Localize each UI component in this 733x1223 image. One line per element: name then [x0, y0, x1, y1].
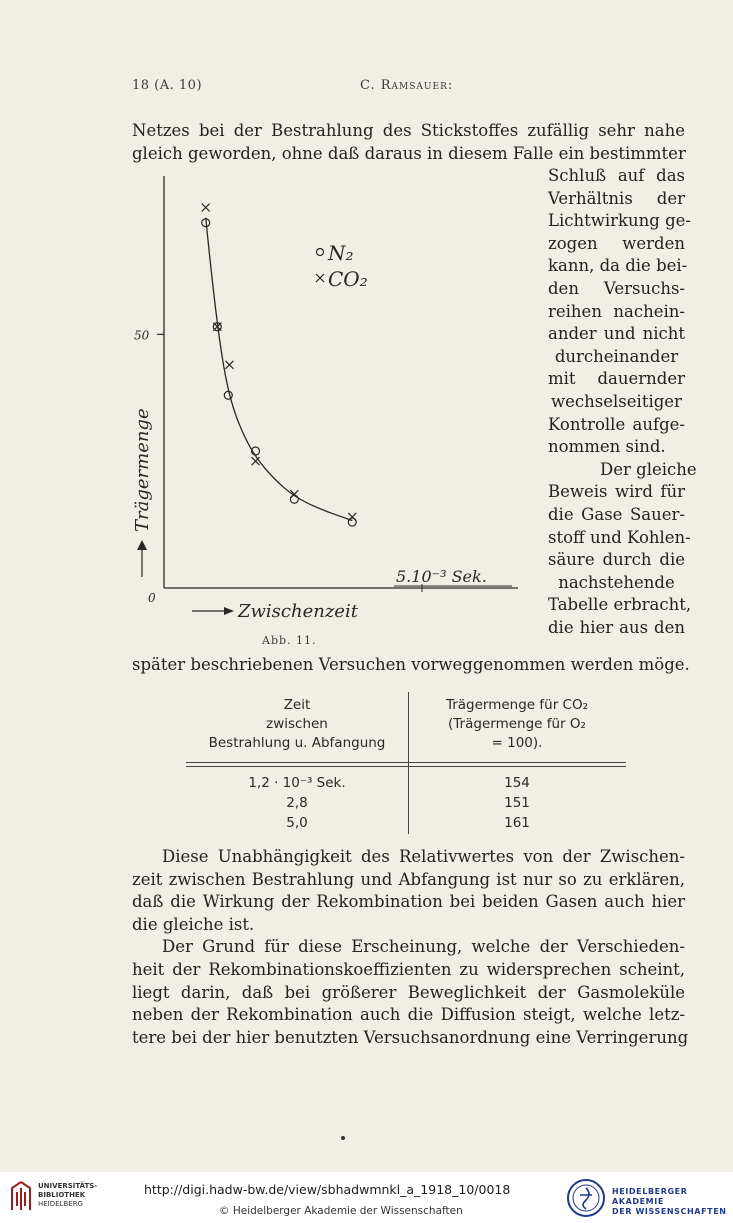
text-line: zeit zwischen Bestrahlung und Abfangung ist nur so zu erklären,: [132, 869, 685, 889]
header-line: Trägermenge für CO₂: [445, 697, 589, 713]
point-co2-3: [252, 457, 260, 465]
text-line: reihen nachein-: [548, 301, 685, 321]
logo-text-line: DER WISSENSCHAFTEN: [612, 1207, 727, 1216]
point-co2-0: [202, 204, 210, 212]
y-axis-arrowhead: [137, 540, 147, 550]
origin-label: 0: [148, 591, 156, 605]
academy-label: [612, 1187, 733, 1217]
intro-text: [132, 120, 685, 165]
text-line: Netzes bei der Bestrahlung des Stickstoffes zufällig sehr nahe: [132, 121, 685, 140]
text-line: mit dauernder: [548, 369, 685, 389]
university-library-label: [38, 1182, 97, 1209]
text-line: heit der Rekombinationskoeffizienten zu widersprechen scheint,: [132, 959, 685, 979]
chart-labels: [132, 241, 512, 622]
header-line: Zeit: [283, 697, 311, 713]
table-cell: 161: [504, 815, 530, 831]
header-line: Bestrahlung u. Abfangung: [208, 735, 386, 751]
header-line: (Trägermenge für O₂: [448, 716, 586, 732]
table-cell: 154: [504, 775, 530, 791]
y-axis-title: Trägermenge: [132, 408, 153, 532]
text-line: kann, da die bei-: [548, 256, 688, 276]
text-line: Tabelle erbracht,: [548, 595, 692, 615]
page-dot: [341, 1136, 345, 1140]
y-tick-label-50: 50: [134, 328, 150, 343]
header-line: = 100).: [491, 735, 543, 751]
text-line: durcheinander: [554, 346, 679, 366]
table-header-time: [186, 696, 408, 753]
legend-n2-label: N₂: [328, 241, 354, 265]
text-line: wechselseitiger: [551, 391, 682, 411]
text-line: nachstehende: [558, 572, 675, 592]
logo-text-line: UNIVERSITÄTS-: [38, 1182, 98, 1190]
header-line: zwischen: [266, 716, 328, 732]
point-n2-2: [224, 391, 232, 399]
text-line: die Gase Sauer-: [548, 504, 685, 524]
point-co2-2: [225, 361, 233, 369]
legend-co2-label: CO₂: [328, 267, 368, 291]
table-header-rule: [186, 762, 626, 767]
table-cell: 151: [504, 795, 530, 811]
text-line: nommen sind.: [548, 437, 666, 457]
text-line: Verhältnis der: [548, 188, 685, 208]
point-co2-5: [348, 513, 356, 521]
academy-seal-icon: [566, 1178, 606, 1218]
text-line: Schluß auf das: [548, 166, 685, 185]
text-line: ander und nicht: [548, 324, 685, 344]
legend-n2-marker: [317, 249, 324, 256]
side-text: [548, 165, 697, 639]
footer-bar: [0, 1172, 733, 1223]
chart-svg: [120, 172, 520, 632]
table-value-column: [408, 773, 626, 833]
text-line: daß die Wirkung der Rekombination bei beiden Gasen auch hier: [132, 892, 685, 912]
table-time-column: [186, 773, 408, 833]
text-line: liegt darin, daß bei größerer Beweglichkeit der Gasmoleküle: [132, 982, 685, 1002]
chart-axes: [157, 176, 518, 592]
page-number: 18 (A. 10): [132, 78, 203, 93]
table-cell: 2,8: [286, 795, 308, 811]
text-line: Beweis wird für: [548, 482, 685, 502]
permalink-url[interactable]: http://digi.hadw-bw.de/view/sbhadwmnkl_a_1918_10/0018: [144, 1182, 511, 1197]
closing-text-line: später beschriebenen Versuchen vorweggenommen werden möge.: [132, 655, 690, 674]
text-line: gleich geworden, ohne daß daraus in diesem Falle ein bestimmter: [132, 143, 686, 163]
text-line: den Versuchs-: [548, 278, 685, 298]
time-unit-label: 5.10⁻³ Sek.: [396, 567, 487, 586]
text-line: Der gleiche: [600, 459, 697, 479]
logo-text-line: BIBLIOTHEK: [38, 1191, 86, 1199]
text-line: Diese Unabhängigkeit des Relativwertes von der Zwischen-: [162, 847, 685, 866]
x-axis-title: Zwischenzeit: [238, 601, 358, 622]
text-line: zogen werden: [548, 233, 685, 253]
body-text-after-table: [132, 846, 689, 1049]
x-axis-arrowhead: [224, 607, 234, 615]
table-cell: 5,0: [286, 815, 308, 831]
text-line: säure durch die: [548, 550, 685, 570]
table-header-value: [408, 696, 626, 753]
text-line: Kontrolle aufge-: [548, 414, 685, 434]
figure-caption: Abb. 11.: [262, 634, 317, 647]
university-library-logo-icon: [8, 1180, 34, 1214]
text-line: Der Grund für diese Erscheinung, welche der Verschieden-: [162, 937, 685, 957]
figure-abb-11: [120, 172, 520, 636]
text-line: stoff und Kohlen-: [548, 527, 691, 547]
copyright-notice: © Heidelberger Akademie der Wissenschaften: [219, 1205, 463, 1217]
text-line: die hier aus den: [548, 617, 685, 637]
legend-co2-marker: [316, 274, 324, 282]
text-line: tere bei der hier benutzten Versuchsanordnung eine Verringerung: [132, 1027, 689, 1047]
text-line: Lichtwirkung ge-: [548, 211, 691, 231]
table-cell: 1,2 · 10⁻³ Sek.: [248, 775, 346, 791]
running-author: C. Ramsauer:: [360, 78, 454, 93]
text-line: neben der Rekombination auch die Diffusion steigt, welche letz-: [132, 1005, 685, 1025]
running-header: [132, 78, 688, 98]
logo-text-line: HEIDELBERG: [38, 1200, 83, 1208]
text-line: die gleiche ist.: [132, 914, 255, 934]
logo-text-line: HEIDELBERGER AKADEMIE: [612, 1187, 688, 1206]
